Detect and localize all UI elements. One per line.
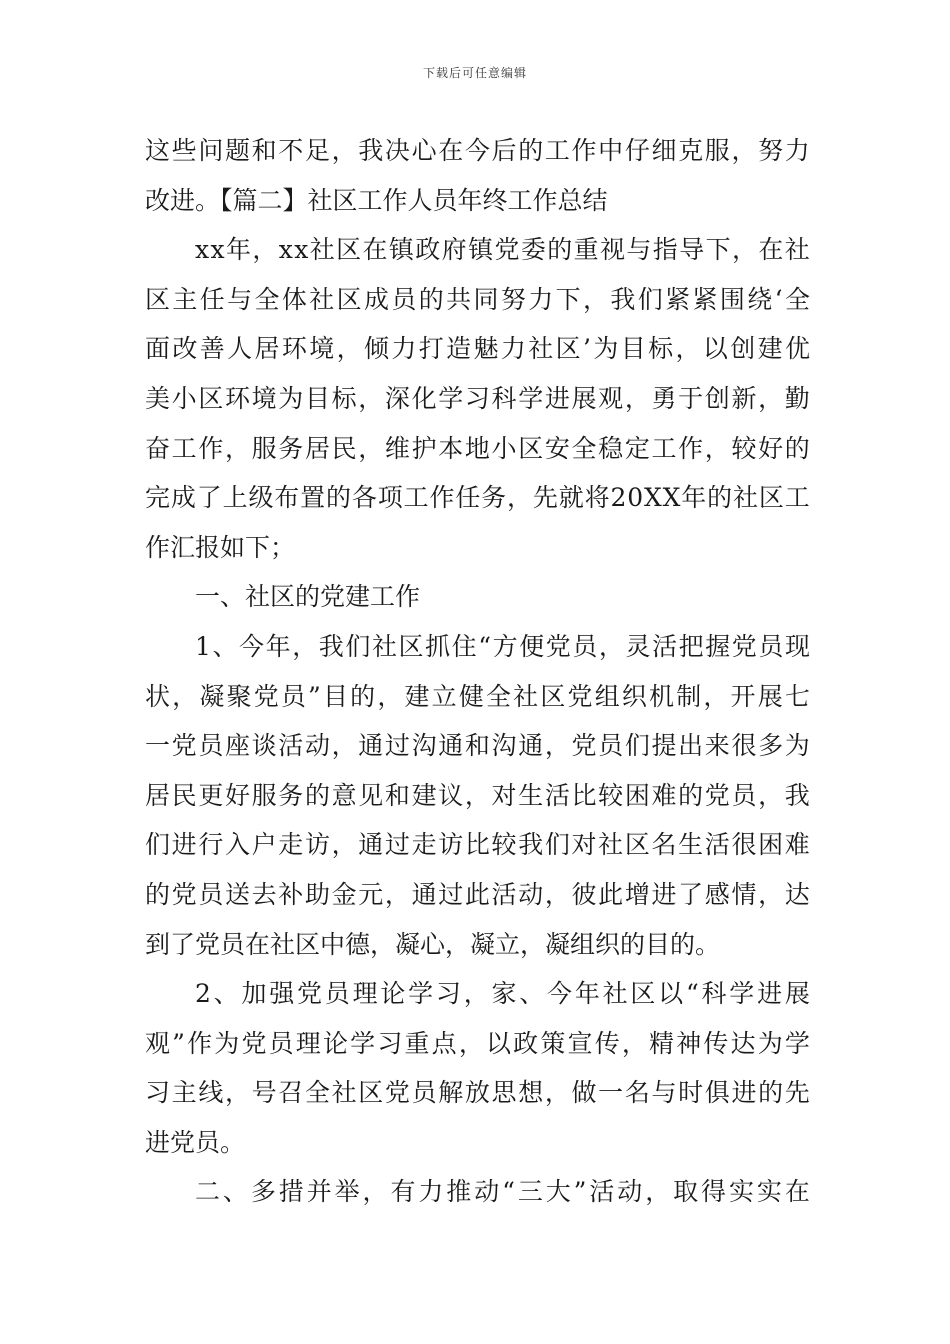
text-line: 状 ， 凝 聚 党 员 ” 目 的 ， 建 立 健 全 社 区 党 组 织 机 制 ， 开 展 七: [145, 681, 810, 711]
text-line: 的 党 员 送 去 补 助 金 元 ， 通 过 此 活 动 ， 彼 此 增 进 了 感 情 ， 达: [145, 879, 810, 909]
section-heading: 二 、 多 措 并 举 ， 有 力 推 动 “ 三 大 ” 活 动 ， 取 得 实 实 在: [195, 1177, 810, 1207]
text-line: 们 进 行 入 户 走 访 ， 通 过 走 访 比 较 我 们 对 社 区 名 生 活 很 困 难: [145, 830, 810, 860]
paragraph-start: 2 、 加 强 党 员 理 论 学 习 ， 家 、 今 年 社 区 以 “ 科 学 进 展: [195, 979, 810, 1009]
text-line: 到了党员在社区中德，凝心，凝立，凝组织的目的。: [145, 929, 721, 959]
text-line: 改进。【篇二】社区工作人员年终工作总结: [145, 185, 608, 215]
text-line: 居 民 更 好 服 务 的 意 见 和 建 议 ， 对 生 活 比 较 困 难 的 党 员 ， 我: [145, 780, 810, 810]
text-line: 作汇报如下；: [145, 532, 296, 562]
text-line: 进党员。: [145, 1127, 246, 1157]
page-header: 下载后可任意编辑: [422, 66, 527, 80]
text-line: 区 主 任 与 全 体 社 区 成 员 的 共 同 努 力 下 ， 我 们 紧 紧 围 绕 ‘ 全: [145, 284, 810, 314]
document-body: [145, 126, 810, 1217]
paragraph-start: x x 年 ， x x 社 区 在 镇 政 府 镇 党 委 的 重 视 与 指 导 下 ， 在 社: [195, 235, 810, 265]
text-line: 这 些 问 题 和 不 足 ， 我 决 心 在 今 后 的 工 作 中 仔 细 克 服 ， 努 力: [145, 136, 810, 165]
text-line: 奋 工 作 ， 服 务 居 民 ， 维 护 本 地 小 区 安 全 稳 定 工 作 ， 较 好 的: [145, 433, 810, 463]
text-line: 完 成 了 上 级 布 置 的 各 项 工 作 任 务 ， 先 就 将 2 0 X X 年 的 社 区 工: [145, 483, 810, 513]
section-heading: 一、社区的党建工作: [195, 582, 421, 612]
text-line: 美 小 区 环 境 为 目 标 ， 深 化 学 习 科 学 进 展 观 ， 勇 于 创 新 ， 勤: [145, 383, 810, 413]
text-line: 习 主 线 ， 号 召 全 社 区 党 员 解 放 思 想 ， 做 一 名 与 时 俱 进 的 先: [145, 1078, 810, 1108]
text-line: 一 党 员 座 谈 活 动 ， 通 过 沟 通 和 沟 通 ， 党 员 们 提 出 来 很 多 为: [145, 731, 810, 761]
text-line: 观 ” 作 为 党 员 理 论 学 习 重 点 ， 以 政 策 宣 传 ， 精 神 传 达 为 学: [145, 1028, 810, 1058]
paragraph-start: 1 、 今 年 ， 我 们 社 区 抓 住 “ 方 便 党 员 ， 灵 活 把 握 党 员 现: [195, 631, 810, 661]
text-line: 面 改 善 人 居 环 境 ， 倾 力 打 造 魅 力 社 区 ’ 为 目 标 ， 以 创 建 优: [145, 334, 810, 364]
